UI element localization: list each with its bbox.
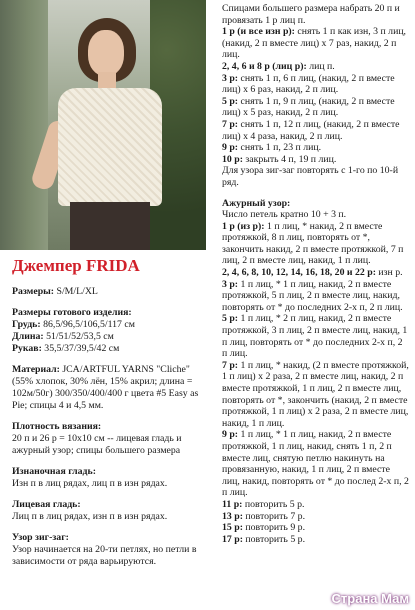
text-line — [222, 499, 410, 511]
text-line — [12, 343, 202, 355]
text-line — [222, 511, 410, 523]
body-text: повторить 9 р. — [242, 522, 306, 534]
bold-label: Лицевая гладь: — [12, 499, 81, 510]
text-line — [12, 544, 202, 568]
text-line — [222, 3, 410, 26]
text-line — [222, 534, 410, 546]
bold-label: 3 р: — [222, 278, 239, 290]
text-line — [12, 499, 202, 511]
text-line — [222, 522, 410, 534]
bold-label: 17 р: — [222, 533, 243, 545]
lace-jumper — [58, 88, 162, 206]
bold-label: Плотность вязания: — [12, 421, 102, 432]
text-line — [12, 532, 202, 544]
bold-label: Грудь: — [12, 319, 41, 330]
body-text: повторить 5 р. — [242, 498, 305, 510]
right-column — [222, 3, 410, 545]
text-line — [12, 307, 202, 319]
bold-label: Изнаночная гладь: — [12, 466, 96, 477]
stone-wall — [0, 0, 48, 250]
bold-label: 5 р: — [222, 95, 239, 107]
text-line — [222, 165, 410, 188]
body-text: снять 1 п, 9 п лиц, (накид, 2 п вместе лиц) х 5 раз, накид, 2 п лиц. — [222, 95, 398, 119]
text-line — [12, 511, 202, 523]
text-line — [222, 209, 410, 221]
text-line — [12, 319, 202, 331]
bold-label: Материал: — [12, 364, 60, 375]
body-text: снять 1 п, 6 п лиц, (накид, 2 п вместе лиц) х 6 раз, накид, 2 п лиц. — [222, 72, 398, 96]
body-text: Изн п в лиц рядах, лиц п в изн рядах. — [12, 478, 168, 489]
body-text: лиц п. — [306, 60, 335, 72]
text-line — [222, 360, 410, 430]
text-line — [12, 433, 202, 457]
bold-label: Ажурный узор: — [222, 197, 291, 209]
body-text: Число петель кратно 10 + 3 п. — [222, 209, 347, 221]
pattern-title: Джемпер FRIDA — [12, 256, 140, 275]
body-text: 20 п и 26 р = 10x10 см -- лицевая гладь и ажурный узор; спицы большего размера — [12, 433, 184, 456]
body-text: снять 1 п, 12 п лиц, (накид, 2 п вместе лиц) х 4 раза, накид, 2 п лиц. — [222, 118, 402, 142]
body-text: 1 п лиц, * 1 п лиц, накид, 2 п вместе протяжкой, 1 п лиц, накид, снять 1 п, 2 п вместе лиц, снятую петлю накинуть на провязанную, накид, 1 п лиц, 2 п вместе лиц, накид, повторять от * до послед 2-х п, 2 п лиц. — [222, 429, 412, 499]
bold-label: 1 р (и все изн р): — [222, 26, 295, 38]
body-text: 1 п лиц, * накид, 2 п вместе протяжкой, 8 п лиц, повторять от *, закончить накид, 2 п вместе протяжкой, 7 п лиц, 2 п вместе лиц, накид, 1 п лиц. — [222, 220, 406, 267]
body-text: снять 1 п как изн, 3 п лиц, (накид, 2 п вместе лиц) х 7 раз, накид, 2 п лиц. — [222, 26, 409, 61]
text-line — [12, 421, 202, 433]
body-text: S/M/L/XL — [54, 286, 98, 297]
text-line — [222, 429, 410, 499]
text-line — [12, 364, 202, 412]
text-line — [12, 478, 202, 490]
product-photo — [0, 0, 206, 250]
body-text: 1 п лиц, * 2 п лиц, накид, 2 п вместе протяжкой, 3 п лиц, 2 п вместе лиц, накид, 1 п лиц, повторять от * до последних 2-х п, 2 п лиц. — [222, 313, 410, 360]
body-text: повторить 7 р. — [242, 510, 306, 522]
bold-label: 2, 4, 6, 8, 10, 12, 14, 16, 18, 20 и 22 р: — [222, 267, 376, 279]
text-line — [222, 198, 410, 210]
body-text: снять 1 п, 23 п лиц. — [238, 142, 322, 154]
text-line — [222, 154, 410, 166]
body-text: 86,5/96,5/106,5/117 см — [40, 319, 135, 330]
body-text: 51/51/52/53,5 см — [43, 331, 114, 342]
body-text: Для узора зиг-заг повторять с 1-го по 10-й ряд. — [222, 165, 401, 188]
text-line — [222, 61, 410, 73]
bold-label: 7 р: — [222, 118, 239, 130]
text-line — [222, 26, 410, 61]
body-text: Узор начинается на 20-ти петлях, но петли в зависимости от ряда варьируются. — [12, 544, 199, 567]
text-line — [222, 221, 410, 267]
body-text: Спицами большего размера набрать 20 п и провязать 1 р лиц п. — [222, 3, 403, 26]
body-text: повторить 5 р. — [242, 533, 306, 545]
bold-label: 9 р: — [222, 142, 239, 154]
bold-label: 3 р: — [222, 72, 239, 84]
bold-label: 1 р (из р): — [222, 220, 265, 232]
bold-label: Рукав: — [12, 343, 42, 354]
body-text: JCA/ARTFUL YARNS "Cliche" (55% хлопок, 30% лён, 15% акрил; длина = 102м/50г) 300/350/400/400 г цвета #5 Easy as Pie; спицы 4 и 4,5 мм. — [12, 364, 201, 411]
site-watermark: Страна Мам — [331, 591, 409, 606]
text-line — [12, 466, 202, 478]
body-text: 1 п лиц, * накид, (2 п вместе протяжкой, 1 п лиц) х 2 раза, 2 п вместе лиц, накид, 2 п вместе протяжкой, 1 п лиц, 2 п вместе лиц, повторять от *, закончить (накид, 2 п вместе протяжкой, 1 п лиц) х 2 раза, 2 п вместе лиц, накид, 1 п лиц. — [222, 359, 412, 429]
bold-label: Узор зиг-заг: — [12, 532, 69, 543]
body-text: Лиц п в лиц рядах, изн п в изн рядах. — [12, 511, 168, 522]
bold-label: Длина: — [12, 331, 44, 342]
text-line — [222, 142, 410, 154]
text-line — [12, 331, 202, 343]
text-line — [222, 96, 410, 119]
bold-label: 5 р: — [222, 313, 239, 325]
bold-label: 9 р: — [222, 429, 239, 441]
body-text: изн р. — [375, 267, 403, 279]
bold-label: Размеры готового изделия: — [12, 307, 132, 318]
text-line — [222, 279, 410, 314]
left-column — [12, 286, 202, 568]
dark-skirt — [70, 202, 150, 250]
bold-label: Размеры: — [12, 286, 55, 297]
text-line — [222, 73, 410, 96]
model-face — [88, 30, 124, 76]
bold-label: 7 р: — [222, 359, 239, 371]
text-line — [222, 313, 410, 359]
bold-label: 11 р: — [222, 498, 243, 510]
text-line — [12, 286, 202, 298]
bold-label: 2, 4, 6 и 8 р (лиц р): — [222, 60, 307, 72]
bold-label: 13 р: — [222, 510, 243, 522]
bold-label: 10 р: — [222, 153, 243, 165]
bold-label: 15 р: — [222, 522, 243, 534]
body-text: 35,5/37/39,5/42 см — [41, 343, 120, 354]
text-line — [222, 119, 410, 142]
body-text: закрыть 4 п, 19 п лиц. — [242, 153, 337, 165]
text-line — [222, 267, 410, 279]
body-text: 1 п лиц, * 1 п лиц, накид, 2 п вместе протяжкой, 5 п лиц, 2 п вместе лиц, накид, повторять от * до последних 2-х п, 2 п лиц. — [222, 278, 403, 313]
